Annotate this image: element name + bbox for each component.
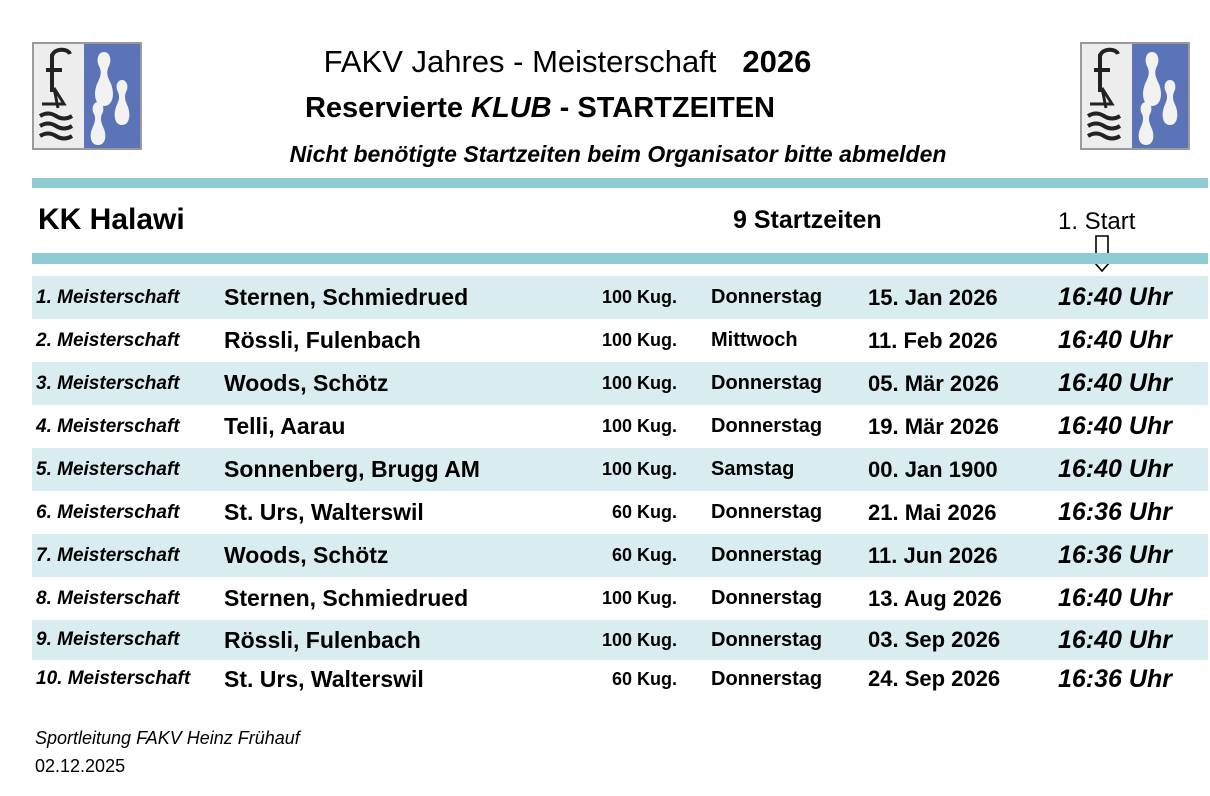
- weekday: Samstag: [711, 458, 795, 480]
- start-time: 16:40 Uhr: [1058, 283, 1172, 311]
- weekday: Donnerstag: [711, 544, 823, 566]
- venue-name: Sternen, Schmiedrued: [224, 585, 469, 611]
- start-count: 9 Startzeiten: [733, 206, 882, 234]
- event-date: 00. Jan 1900: [868, 457, 998, 482]
- event-date: 11. Jun 2026: [868, 543, 998, 568]
- championship-label: 7. Meisterschaft: [36, 545, 180, 566]
- first-start-label: 1. Start: [1058, 208, 1136, 235]
- championship-label: 4. Meisterschaft: [36, 416, 180, 437]
- start-time: 16:40 Uhr: [1058, 455, 1172, 483]
- event-date: 03. Sep 2026: [868, 627, 1001, 652]
- venue-name: Rössli, Fulenbach: [224, 627, 421, 653]
- ball-count: 60 Kug.: [611, 545, 677, 565]
- ball-count: 100 Kug.: [601, 588, 677, 608]
- document-title: [0, 44, 1080, 80]
- ball-count: 100 Kug.: [601, 416, 677, 436]
- subtitle-suffix: - STARTZEITEN: [559, 92, 775, 124]
- venue-name: Rössli, Fulenbach: [224, 327, 421, 353]
- subtitle-klub: KLUB: [471, 92, 552, 124]
- schedule-table: [32, 276, 1208, 698]
- ball-count: 100 Kug.: [601, 287, 677, 307]
- event-date: 11. Feb 2026: [868, 328, 998, 353]
- event-date: 24. Sep 2026: [868, 666, 1001, 691]
- divider-band-header: [32, 253, 1208, 264]
- championship-label: 6. Meisterschaft: [36, 502, 180, 523]
- ball-count: 60 Kug.: [611, 502, 677, 522]
- fakv-logo-right: [1080, 42, 1190, 150]
- table-row: [32, 319, 1208, 362]
- event-date: 13. Aug 2026: [868, 586, 1002, 611]
- subtitle-prefix: Reservierte: [304, 92, 463, 124]
- weekday: Donnerstag: [711, 286, 823, 308]
- footer-date: 02.12.2025: [35, 756, 126, 776]
- championship-label: 2. Meisterschaft: [36, 330, 180, 351]
- fakv-logo-icon: [1082, 44, 1188, 148]
- table-row: [32, 620, 1208, 660]
- table-row: [32, 534, 1208, 577]
- notice-text: Nicht benötigte Startzeiten beim Organisator bitte abmelden: [289, 141, 947, 167]
- event-date: 21. Mai 2026: [868, 500, 997, 525]
- ball-count: 100 Kug.: [601, 373, 677, 393]
- ball-count: 100 Kug.: [601, 330, 677, 350]
- venue-name: Telli, Aarau: [224, 413, 346, 439]
- weekday: Mittwoch: [711, 329, 798, 351]
- ball-count: 100 Kug.: [601, 459, 677, 479]
- venue-name: St. Urs, Walterswil: [224, 666, 424, 692]
- title-year: 2026: [742, 44, 812, 79]
- venue-name: St. Urs, Walterswil: [224, 499, 424, 525]
- title-main: FAKV Jahres - Meisterschaft: [323, 44, 717, 79]
- start-time: 16:40 Uhr: [1058, 412, 1172, 440]
- weekday: Donnerstag: [711, 415, 823, 437]
- divider-band-top: [32, 178, 1208, 188]
- table-row: [32, 660, 1208, 698]
- table-row: [32, 448, 1208, 491]
- start-time: 16:36 Uhr: [1058, 541, 1172, 569]
- venue-name: Woods, Schötz: [224, 370, 389, 396]
- weekday: Donnerstag: [711, 501, 823, 523]
- weekday: Donnerstag: [711, 668, 823, 690]
- start-time: 16:36 Uhr: [1058, 665, 1172, 693]
- footer-signature: Sportleitung FAKV Heinz Frühauf: [35, 728, 300, 748]
- championship-label: 5. Meisterschaft: [36, 459, 180, 480]
- start-time: 16:40 Uhr: [1058, 626, 1172, 654]
- event-date: 15. Jan 2026: [868, 285, 998, 310]
- table-row: [32, 362, 1208, 405]
- ball-count: 60 Kug.: [611, 669, 677, 689]
- start-time: 16:40 Uhr: [1058, 326, 1172, 354]
- venue-name: Sonnenberg, Brugg AM: [224, 456, 480, 482]
- weekday: Donnerstag: [711, 629, 823, 651]
- ball-count: 100 Kug.: [601, 630, 677, 650]
- weekday: Donnerstag: [711, 372, 823, 394]
- table-row: [32, 577, 1208, 620]
- table-row: [32, 405, 1208, 448]
- championship-label: 10. Meisterschaft: [36, 668, 191, 689]
- venue-name: Woods, Schötz: [224, 542, 389, 568]
- table-row: [32, 276, 1208, 319]
- venue-name: Sternen, Schmiedrued: [224, 284, 469, 310]
- document-subtitle: [0, 92, 1080, 125]
- championship-label: 9. Meisterschaft: [36, 629, 180, 650]
- event-date: 19. Mär 2026: [868, 414, 999, 439]
- weekday: Donnerstag: [711, 587, 823, 609]
- start-time: 16:40 Uhr: [1058, 584, 1172, 612]
- championship-label: 8. Meisterschaft: [36, 588, 180, 609]
- championship-label: 1. Meisterschaft: [36, 287, 180, 308]
- event-date: 05. Mär 2026: [868, 371, 999, 396]
- championship-label: 3. Meisterschaft: [36, 373, 180, 394]
- start-time: 16:36 Uhr: [1058, 498, 1172, 526]
- club-name: KK Halawi: [38, 203, 185, 236]
- start-time: 16:40 Uhr: [1058, 369, 1172, 397]
- table-row: [32, 491, 1208, 534]
